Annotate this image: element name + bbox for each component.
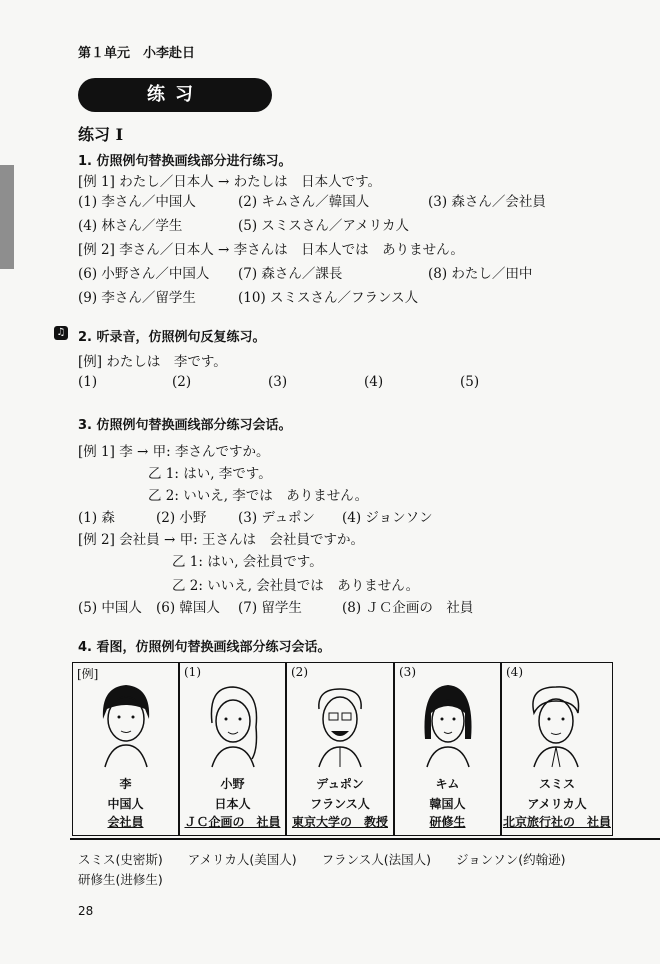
ex3-example-1: [例 1] 李 → 甲: 李さんですか。 xyxy=(78,444,270,460)
picture-panel xyxy=(72,662,179,836)
panel-job: ＪＣ企画の 社員 xyxy=(184,815,281,829)
ex3-item: (1) 森 xyxy=(78,510,115,526)
ex2-example: [例] わたしは 李です。 xyxy=(78,354,227,370)
ex2-num: (5) xyxy=(460,374,480,390)
ex1-item: (3) 森さん／会社員 xyxy=(428,194,546,210)
exercise-title: 练习 I xyxy=(78,125,124,144)
panel-name: 小野 xyxy=(220,777,245,791)
picture-panel xyxy=(501,662,613,836)
ex1-item: (10) スミスさん／フランス人 xyxy=(238,290,419,306)
panel-name: スミス xyxy=(538,777,575,791)
side-tab-marker xyxy=(0,165,14,269)
ex2-heading: 2. 听录音，仿照例句反复练习。 xyxy=(78,330,266,345)
ex3-example-2-reply: 乙 2: いいえ, 会社員では ありません。 xyxy=(172,578,420,594)
person-portrait-icon xyxy=(91,679,161,769)
panel-tag: (4) xyxy=(506,665,523,679)
panel-tag: (1) xyxy=(184,665,201,679)
ex3-item: (4) ジョンソン xyxy=(342,510,433,526)
panel-tag: (2) xyxy=(291,665,308,679)
panel-nationality: 韓国人 xyxy=(429,797,466,811)
ex3-example-1-reply: 乙 2: いいえ, 李では ありません。 xyxy=(148,488,369,504)
ex1-item: (7) 森さん／課長 xyxy=(238,266,343,282)
ex3-item: (5) 中国人 xyxy=(78,600,142,616)
person-portrait-icon xyxy=(198,679,268,769)
panel-nationality: 日本人 xyxy=(214,797,251,811)
ex3-item: (3) デュポン xyxy=(238,510,316,526)
ex4-heading: 4. 看图，仿照例句替换画线部分练习会话。 xyxy=(78,640,331,655)
panel-tag: (3) xyxy=(399,665,416,679)
panel-job: 研修生 xyxy=(429,815,466,829)
picture-panel xyxy=(394,662,501,836)
ex2-num: (4) xyxy=(364,374,384,390)
ex3-example-1-reply: 乙 1: はい, 李です。 xyxy=(148,466,272,482)
ex1-item: (9) 李さん／留学生 xyxy=(78,290,196,306)
section-banner: 练习 xyxy=(78,78,272,112)
ex1-item: (4) 林さん／学生 xyxy=(78,218,183,234)
ex1-example-1: [例 1] わたし／日本人 → わたしは 日本人です。 xyxy=(78,174,382,190)
ex1-example-2: [例 2] 李さん／日本人 → 李さんは 日本人では ありません。 xyxy=(78,242,464,258)
ex1-item: (1) 李さん／中国人 xyxy=(78,194,196,210)
ex2-num: (1) xyxy=(78,374,98,390)
ex1-item: (8) わたし／田中 xyxy=(428,266,533,282)
person-portrait-icon xyxy=(520,679,590,769)
panel-name: 李 xyxy=(119,777,132,791)
headphones-icon: ♫ xyxy=(54,326,68,340)
ex3-item: (8) ＪＣ企画の 社員 xyxy=(342,600,474,616)
picture-panel xyxy=(286,662,394,836)
panel-nationality: フランス人 xyxy=(310,797,370,811)
ex3-heading: 3. 仿照例句替换画线部分练习会话。 xyxy=(78,418,292,433)
ex1-item: (5) スミスさん／アメリカ人 xyxy=(238,218,409,234)
ex1-item: (6) 小野さん／中国人 xyxy=(78,266,210,282)
panel-name: キム xyxy=(435,777,460,791)
ex2-num: (2) xyxy=(172,374,192,390)
panel-name: デュポン xyxy=(316,777,364,791)
person-portrait-icon xyxy=(305,679,375,769)
ex2-num: (3) xyxy=(268,374,288,390)
ex3-item: (6) 韓国人 xyxy=(156,600,220,616)
panel-nationality: アメリカ人 xyxy=(527,797,587,811)
glossary-divider xyxy=(70,838,660,840)
ex1-item: (2) キムさん／韓国人 xyxy=(238,194,370,210)
panel-job: 北京旅行社の 社員 xyxy=(502,815,611,829)
ex3-example-2-reply: 乙 1: はい, 会社員です。 xyxy=(172,554,323,570)
page-number: 28 xyxy=(78,904,94,918)
unit-header: 第１单元 小李赴日 xyxy=(78,46,196,61)
panel-tag: [例] xyxy=(77,667,99,681)
ex1-heading: 1. 仿照例句替换画线部分进行练习。 xyxy=(78,154,292,169)
panel-nationality: 中国人 xyxy=(107,797,144,811)
panel-job: 会社員 xyxy=(107,815,144,829)
glossary-line: 研修生(进修生) xyxy=(78,872,163,887)
ex3-example-2: [例 2] 会社員 → 甲: 王さんは 会社員ですか。 xyxy=(78,532,364,548)
person-portrait-icon xyxy=(413,679,483,769)
glossary-line: スミス(史密斯) アメリカ人(美国人) フランス人(法国人) ジョンソン(约翰逊) xyxy=(78,852,566,867)
picture-panel xyxy=(179,662,286,836)
panel-job: 東京大学の 教授 xyxy=(291,815,388,829)
ex3-item: (2) 小野 xyxy=(156,510,207,526)
ex3-item: (7) 留学生 xyxy=(238,600,302,616)
